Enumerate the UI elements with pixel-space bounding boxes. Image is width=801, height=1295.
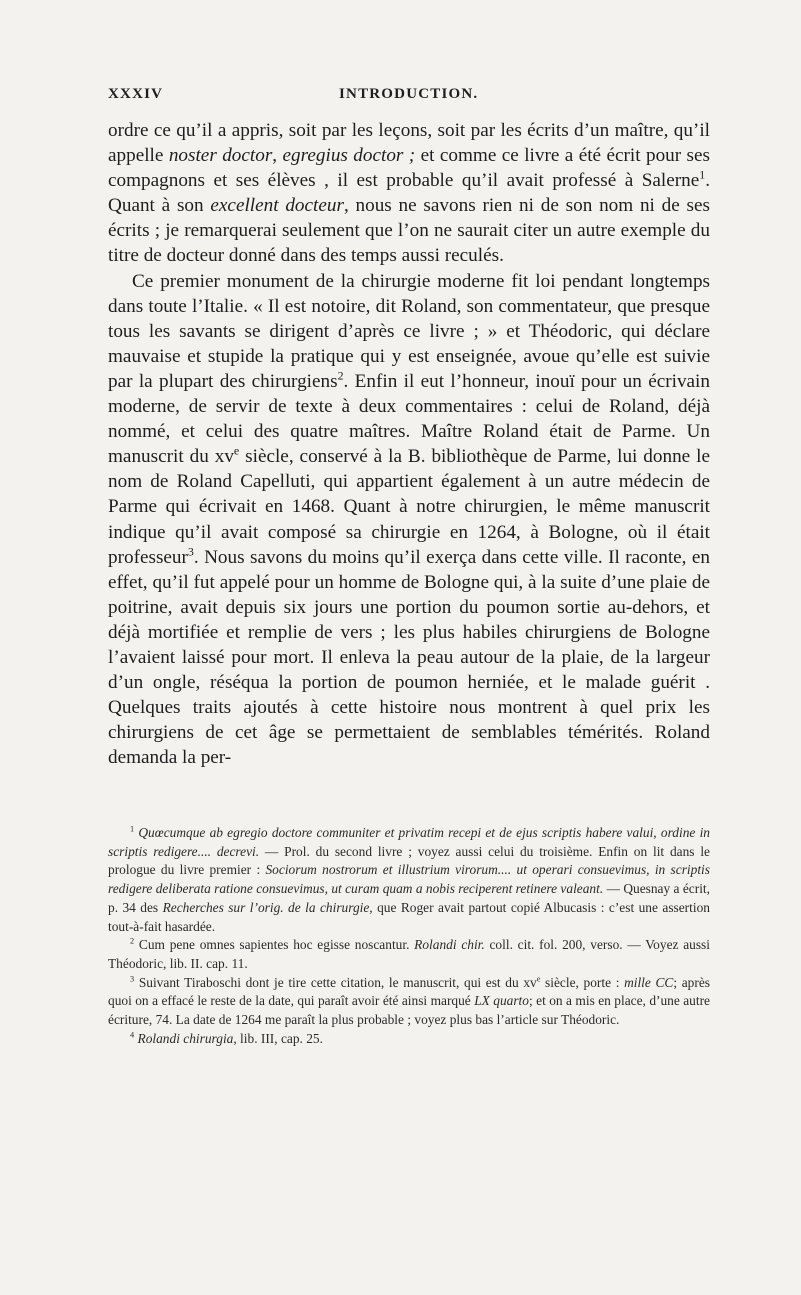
footnote-ref-3: 3	[187, 544, 194, 559]
footnote-1: $^1$ Quœcumque ab egregio doctore communiter et privatim recepi et de ejus scriptis habere valui, ordine in scriptis redigere.... decrevi. — Prol. du second livre ; voyez aussi celui du troisième. Enfin on lit dans le prologue du livre premier : Sociorum nostrorum et illustrium virorum.... ut operari consuevimus, in scriptis redigere deliberata ratione consuevimus, ut curam quam a nobis reciperent retinere valeant. — Quesnay a écrit, p. 34 des Recherches sur l’orig. de la chirurgie, que Roger avait partout copié Albucasis : c’est une assertion tout-à-fait hasardée.	[108, 824, 711, 934]
footnote-4: $^4$ Rolandi chirurgia, lib. III, cap. 25.	[130, 1030, 323, 1046]
paragraph-1: ordre ce qu’il a appris, soit par les leçons, soit par les écrits d’un maître, qu’il appelle noster doctor, egregius doctor ; et comme ce livre a été écrit pour ses compagnons et ses élèves , il est probable qu’il avait professé à Salerne$^1$. Quant à son excellent docteur, nous ne savons rien ni de son nom ni de ses écrits ; je remarquerai seulement que l’on ne saurait citer un autre exemple du titre de docteur donné dans des temps aussi reculés.	[108, 120, 711, 267]
footnote-3: $^3$ Suivant Tiraboschi dont je tire cette citation, le manuscrit, qui est du $xv^e$ siècle, porte : mille CC; après quoi on a effacé le reste de la date, qui paraît avoir été ainsi marqué LX quarto; et on a mis en place, d’une autre écriture, 74. La date de 1264 me paraît la plus probable ; voyez plus bas l’article sur Théodoric.	[108, 974, 711, 1028]
footnote-ref-2: 2	[337, 368, 344, 383]
footnotes	[108, 824, 710, 1048]
page-number: XXXIV	[108, 86, 164, 102]
paragraph-2: Ce premier monument de la chirurgie moderne fit loi pendant longtemps dans toute l’Italie. « Il est notoire, dit Roland, son commentateur, que presque tous les savants se dirigent d’après ce livre ; » et Théodoric, qui déclare mauvaise et stupide la pratique qui y est enseignée, avoue qu’elle est suivie par la plupart des chirurgiens$^2$. Enfin il eut l’honneur, inouï pour un écrivain moderne, de servir de texte à deux commentaires : celui de Roland, déjà nommé, et celui des quatre maîtres. Maître Roland était de Parme. Un manuscrit du $xv^e$ siècle, conservé à la B. bibliothèque de Parme, lui donne le nom de Roland Capelluti, qui appartient également à un autre médecin de Parme qui écrivait en 1468. Quant à notre chirurgien, le même manuscrit indique qu’il avait composé sa chirurgie en 1264, à Bologne, où il était professeur$^3$. Nous savons du moins qu’il exerça dans cette ville. Il raconte, en effet, qu’il fut appelé pour un homme de Bologne qui, à la suite d’une plaie de poitrine, avait depuis six jours une portion du poumon sortie au-dehors, et déjà mortifiée et remplie de vers ; les plus habiles chirurgiens de Bologne l’avaient laissé pour mort. Il enleva la peau autour de la plaie, de la largeur d’un ongle, réséqua la portion de poumon herniée, et le malade guérit . Quelques traits ajoutés à cette histoire nous montrent à quel prix les chirurgiens de cet âge se permettaient de semblables témérités. Roland demanda la per-	[108, 270, 710, 769]
running-title: INTRODUCTION.	[339, 86, 479, 102]
footnote-2: $^2$ Cum pene omnes sapientes hoc egisse noscantur. Rolandi chir. coll. cit. fol. 200, verso. — Voyez aussi Théodoric, lib. II. cap. 11.	[108, 936, 710, 971]
main-text	[108, 118, 710, 770]
footnote-ref-1: 1	[699, 167, 706, 182]
